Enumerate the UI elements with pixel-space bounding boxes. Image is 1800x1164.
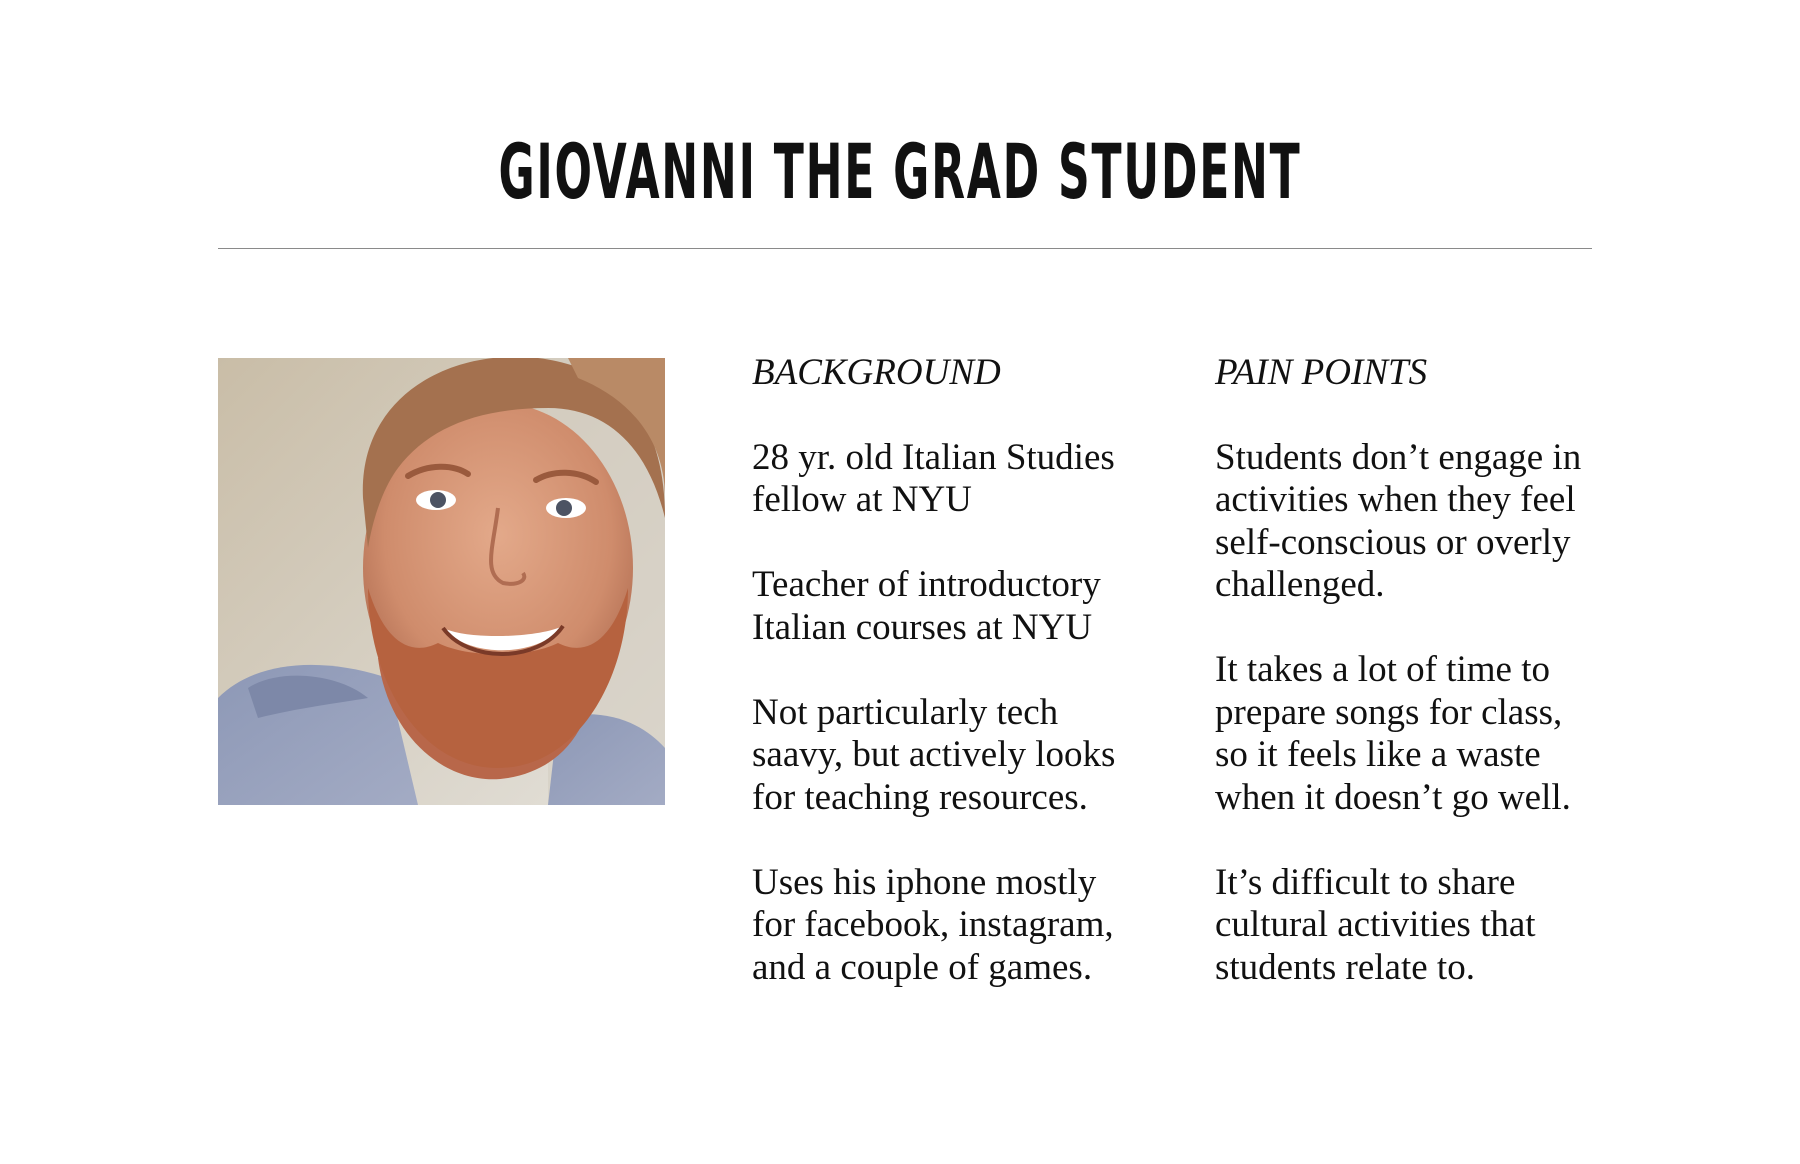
background-item: 28 yr. old Italian Studies fellow at NYU [752,436,1115,520]
page-title: GIOVANNI THE GRAD STUDENT [498,126,1302,216]
background-item: Not particularly tech saavy, but actively looks for teaching resources. [752,691,1116,818]
background-column [752,352,1152,1032]
pain-points-heading: PAIN POINTS [1215,352,1428,393]
background-item: Uses his iphone mostly for facebook, instagram, and a couple of games. [752,861,1114,988]
pain-point-item: It’s difficult to share cultural activities that students relate to. [1215,861,1536,988]
divider [218,248,1592,249]
profile-photo [218,358,665,805]
pain-point-item: Students don’t engage in activities when they feel self-conscious or overly challenged. [1215,436,1582,605]
background-heading: BACKGROUND [752,352,1001,393]
person-portrait-icon [218,358,665,805]
pain-point-item: It takes a lot of time to prepare songs for class, so it feels like a waste when it doesn’t go well. [1215,649,1571,818]
background-item: Teacher of introductory Italian courses at NYU [752,564,1101,648]
pain-points-column [1215,352,1615,1032]
